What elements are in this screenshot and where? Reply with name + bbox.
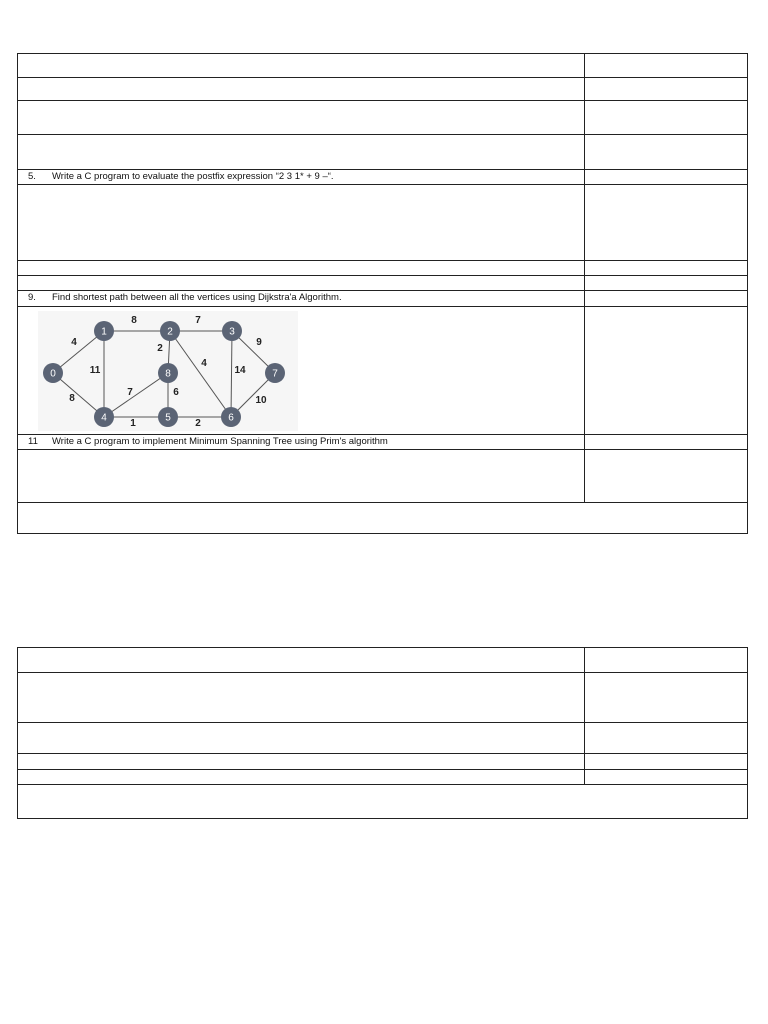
- question-number: 11: [28, 436, 38, 447]
- table-row: [18, 184, 747, 260]
- table-row: [18, 275, 747, 290]
- graph-node-label: 8: [165, 368, 171, 380]
- question-number: 5.: [28, 171, 36, 182]
- table-row: [18, 290, 747, 306]
- graph-node-label: 3: [229, 326, 235, 338]
- table-row: [18, 722, 747, 753]
- table-row: [18, 784, 747, 785]
- question-5: [18, 170, 585, 184]
- graph-node-label: 0: [50, 368, 56, 380]
- graph-node-label: 6: [228, 412, 234, 424]
- table-row: [18, 100, 747, 134]
- question-text: Write a C program to evaluate the postfix expression “2 3 1* + 9 –“.: [52, 171, 334, 182]
- edge-weight-label: 8: [131, 315, 137, 326]
- graph-node-label: 5: [165, 412, 171, 424]
- edge-weight-label: 11: [89, 365, 101, 376]
- graph-node-label: 7: [272, 368, 278, 380]
- graph-node-label: 4: [101, 412, 107, 424]
- table-row: [18, 434, 747, 449]
- edge-weight-label: 2: [157, 343, 163, 354]
- table-row: [18, 648, 747, 672]
- table-row: [18, 260, 747, 275]
- table-row: [18, 306, 747, 434]
- edge-weight-label: 4: [201, 358, 207, 369]
- table-row: [18, 77, 747, 100]
- graph-node-label: 2: [167, 326, 173, 338]
- question-text: Write a C program to implement Minimum Spanning Tree using Prim's algorithm: [52, 436, 388, 447]
- table-row: [18, 449, 747, 502]
- graph-cell: [18, 307, 585, 434]
- edge-weight-label: 1: [130, 418, 136, 429]
- table-row: [18, 502, 747, 503]
- question-11: [18, 435, 585, 449]
- table-row: [18, 54, 747, 77]
- table-row: [18, 134, 747, 169]
- edge-weight-label: 2: [195, 418, 201, 429]
- edge-weight-label: 10: [255, 395, 267, 406]
- question-9: [18, 291, 585, 306]
- question-number: 9.: [28, 292, 36, 303]
- questions-table-2: [17, 647, 748, 819]
- table-row: [18, 169, 747, 184]
- question-text: Find shortest path between all the vertices using Dijkstra'a Algorithm.: [52, 292, 342, 303]
- edge-weight-label: 6: [173, 387, 179, 398]
- table-row: [18, 769, 747, 784]
- edge-weight-label: 8: [69, 393, 75, 404]
- graph-node-label: 1: [101, 326, 107, 338]
- table-row: [18, 753, 747, 769]
- edge-weight-label: 14: [234, 365, 246, 376]
- edge-weight-label: 9: [256, 337, 262, 348]
- edge-weight-label: 4: [71, 337, 77, 348]
- edge-weight-label: 7: [195, 315, 201, 326]
- dijkstra-graph: [38, 311, 298, 431]
- edge-weight-label: 7: [127, 387, 133, 398]
- table-row: [18, 672, 747, 722]
- questions-table-1: [17, 53, 748, 534]
